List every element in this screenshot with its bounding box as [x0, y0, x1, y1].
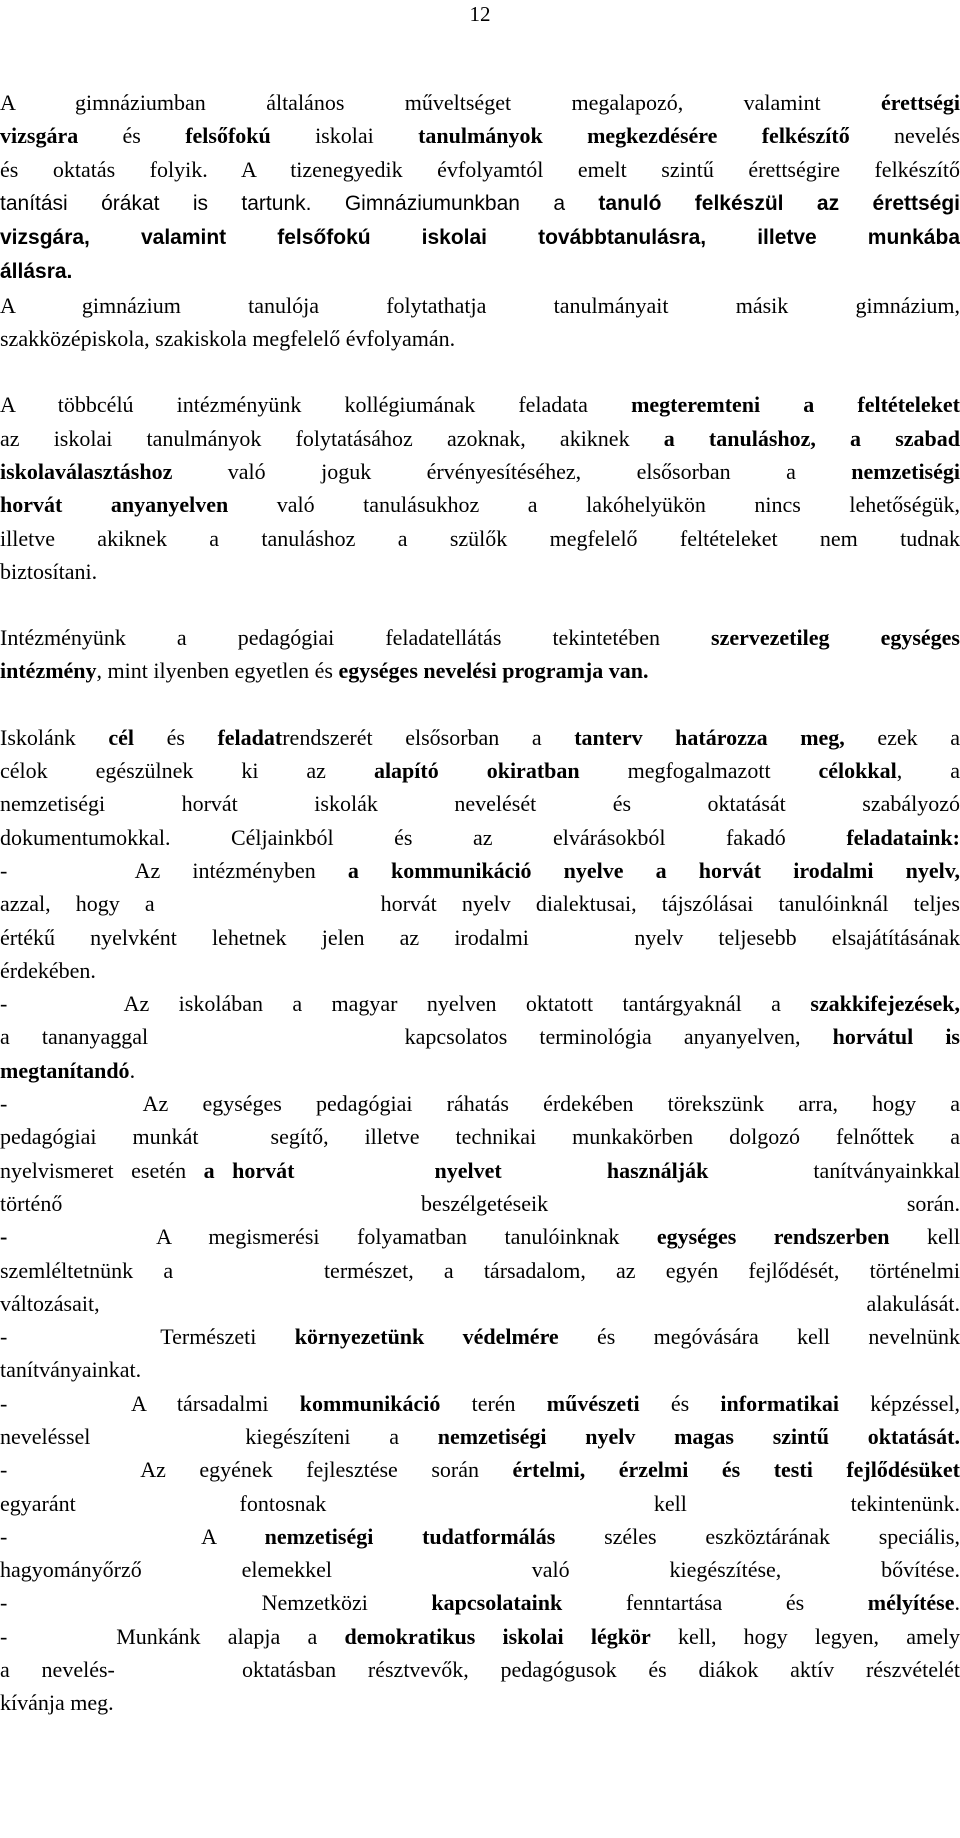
text-line: [0, 86, 960, 119]
text-run: a tananyaggal kapcsolatos terminológia anyanyelven,: [0, 1024, 833, 1050]
bold-text: horvátul is: [832, 1024, 960, 1050]
text-run: - Nemzetközi: [0, 1590, 432, 1616]
bold-text: feladataink:: [846, 824, 960, 850]
text-run: való joguk érvényesítéséhez, elsősorban a: [172, 458, 852, 484]
text-line: [0, 1387, 960, 1420]
bold-text: művészeti: [546, 1390, 640, 1416]
text-line: [0, 887, 960, 920]
paragraph: [0, 388, 960, 588]
text-line: [0, 1320, 960, 1353]
paragraph: [0, 289, 960, 356]
text-line: [0, 821, 960, 854]
bold-text: -: [0, 1224, 8, 1250]
text-line: [0, 1054, 960, 1087]
text-run: - A: [0, 1523, 265, 1549]
bold-text: nemzetiségi nyelv magas szintű oktatását.: [437, 1423, 960, 1449]
text-run: tanítványainkat.: [0, 1357, 142, 1383]
text-line: [0, 522, 960, 555]
text-run: érdekében.: [0, 957, 96, 983]
bold-text: megtanítandó: [0, 1057, 130, 1083]
text-run: rendszerét elsősorban a: [282, 724, 575, 750]
text-line: [0, 787, 960, 820]
text-run: tanítási órákat is tartunk. Gimnáziumunkban a: [0, 191, 599, 215]
text-line: [0, 322, 960, 355]
bold-text: állásra.: [0, 260, 73, 284]
text-run: - A társadalmi: [0, 1390, 300, 1416]
bold-text: a kommunikáció nyelve a horvát irodalmi nyelv,: [347, 857, 960, 883]
text-run: - Munkánk alapja a: [0, 1623, 345, 1649]
bold-text: környezetünk védelmére: [294, 1324, 559, 1350]
text-run: - Az egységes pedagógiai ráhatás érdekében törekszünk arra, hogy a: [0, 1091, 960, 1117]
text-line: [0, 1686, 960, 1719]
text-line: [0, 289, 960, 322]
text-line: [0, 119, 960, 152]
text-line: [0, 1120, 960, 1153]
text-run: kívánja meg.: [0, 1690, 114, 1716]
text-line: [0, 921, 960, 954]
text-run: - Természeti: [0, 1324, 295, 1350]
bold-text: demokratikus iskolai légkör: [344, 1623, 651, 1649]
text-line: [0, 721, 960, 754]
bold-text: érettségi: [881, 90, 960, 115]
text-run: .: [129, 1057, 136, 1083]
text-line: [0, 1087, 960, 1120]
text-run: változásait, alakulását.: [0, 1290, 960, 1316]
text-run: nyelvismeret esetén: [0, 1157, 204, 1183]
bold-text: egységes rendszerben: [656, 1224, 890, 1250]
text-line: [0, 153, 960, 186]
text-line: [0, 1353, 960, 1386]
bold-text: mélyítése: [867, 1590, 955, 1616]
bold-text: tanuló felkészül az érettségi: [598, 191, 960, 215]
text-line: [0, 621, 960, 654]
text-run: ezek a: [844, 724, 960, 750]
text-line: [0, 1254, 960, 1287]
text-run: megfogalmazott: [579, 758, 819, 784]
text-run: nemzetiségi horvát iskolák nevelését és oktatását szabályozó: [0, 791, 960, 817]
bold-text: intézmény: [0, 658, 97, 684]
bold-text: szakkifejezések,: [810, 991, 960, 1017]
text-run: egyaránt fontosnak kell tekintenünk.: [0, 1490, 960, 1516]
text-run: iskolai: [270, 123, 419, 149]
text-run: kell, hogy legyen, amely: [650, 1623, 960, 1649]
text-run: A gimnáziumban általános műveltséget megalapozó, valamint: [0, 90, 881, 115]
bold-text: tanterv határozza meg,: [574, 724, 845, 750]
text-run: célok egészülnek ki az: [0, 758, 374, 784]
paragraph: [0, 721, 960, 1720]
text-run: azzal, hogy a horvát nyelv dialektusai, tájszólásai tanulóinknál teljes: [0, 891, 960, 917]
text-line: [0, 186, 960, 220]
text-line: [0, 954, 960, 987]
bold-text: a tanuláshoz, a szabad: [663, 425, 960, 451]
text-run: kell: [889, 1224, 960, 1250]
text-line: [0, 254, 960, 288]
text-run: , a: [896, 758, 960, 784]
paragraph: [0, 621, 960, 688]
text-line: [0, 987, 960, 1020]
text-run: .: [954, 1590, 960, 1616]
text-run: és: [78, 123, 186, 149]
bold-text: informatikai: [720, 1390, 839, 1416]
text-run: és: [134, 724, 218, 750]
text-run: nevelés: [849, 123, 960, 149]
text-line: [0, 220, 960, 254]
text-run: a nevelés- oktatásban résztvevők, pedagógusok és diákok aktív részvételét: [0, 1657, 960, 1683]
text-line: [0, 422, 960, 455]
text-run: pedagógiai munkát segítő, illetve technikai munkakörben dolgozó felnőttek a: [0, 1124, 960, 1150]
bold-text: egységes nevelési programja van.: [338, 658, 649, 684]
text-run: terén: [440, 1390, 547, 1416]
bold-text: nemzetiségi tudatformálás: [264, 1523, 556, 1549]
bold-text: célokkal: [818, 758, 897, 784]
bold-text: vizsgára: [0, 123, 79, 149]
text-line: [0, 1187, 960, 1220]
document-body: [0, 86, 960, 1720]
text-run: A megismerési folyamatban tanulóinknak: [7, 1224, 657, 1250]
text-line: [0, 1653, 960, 1686]
text-line: [0, 1420, 960, 1453]
bold-text: horvát anyanyelven: [0, 492, 229, 518]
text-line: [0, 1154, 960, 1187]
text-line: [0, 1586, 960, 1619]
text-line: [0, 388, 960, 421]
text-run: való tanulásukhoz a lakóhelyükön nincs lehetőségük,: [228, 492, 960, 518]
text-run: képzéssel,: [838, 1390, 960, 1416]
text-run: szakközépiskola, szakiskola megfelelő évfolyamán.: [0, 326, 456, 352]
text-line: [0, 455, 960, 488]
text-line: [0, 555, 960, 588]
text-run: - Az egyének fejlesztése során: [0, 1457, 513, 1483]
bold-text: cél: [108, 724, 134, 750]
bold-text: a horvát nyelvet használják: [203, 1157, 709, 1183]
text-line: [0, 1553, 960, 1586]
text-run: - Az iskolában a magyar nyelven oktatott tantárgyaknál a: [0, 991, 811, 1017]
text-run: illetve akiknek a tanuláshoz a szülők megfelelő feltételeket nem tudnak: [0, 525, 960, 551]
text-line: [0, 754, 960, 787]
text-run: az iskolai tanulmányok folytatásához azoknak, akiknek: [0, 425, 664, 451]
text-run: - Az intézményben: [0, 857, 348, 883]
bold-text: szervezetileg egységes: [711, 625, 960, 651]
bold-text: nemzetiségi: [851, 458, 960, 484]
text-line: [0, 1020, 960, 1053]
bold-text: értelmi, érzelmi és testi fejlődésüket: [512, 1457, 960, 1483]
text-line: [0, 1287, 960, 1320]
bold-text: iskolaválasztáshoz: [0, 458, 173, 484]
text-line: [0, 654, 960, 687]
text-run: dokumentumokkal. Céljainkból és az elvárásokból fakadó: [0, 824, 847, 850]
bold-text: tanulmányok megkezdésére felkészítő: [418, 123, 850, 149]
bold-text: felsőfokú: [185, 123, 271, 149]
text-run: és oktatás folyik. A tizenegyedik évfolyamtól emelt szintű érettségire felkészítő: [0, 156, 960, 182]
text-line: [0, 488, 960, 521]
text-run: széles eszköztárának speciális,: [555, 1523, 960, 1549]
text-run: tanítványainkkal: [708, 1157, 960, 1183]
text-run: , mint ilyenben egyetlen és: [96, 658, 339, 684]
text-line: [0, 854, 960, 887]
text-line: [0, 1520, 960, 1553]
text-run: A többcélú intézményünk kollégiumának feladata: [0, 392, 632, 418]
text-run: hagyományőrző elemekkel való kiegészítése, bővítése.: [0, 1557, 960, 1583]
paragraph: [0, 86, 960, 289]
text-run: neveléssel kiegészíteni a: [0, 1423, 438, 1449]
bold-text: vizsgára, valamint felsőfokú iskolai továbbtanulásra, illetve munkába: [0, 226, 960, 250]
text-line: [0, 1220, 960, 1253]
bold-text: feladat: [217, 724, 283, 750]
text-run: értékű nyelvként lehetnek jelen az irodalmi nyelv teljesebb elsajátításának: [0, 924, 960, 950]
page-number: 12: [469, 2, 491, 26]
text-run: történő beszélgetéseik során.: [0, 1190, 960, 1216]
text-line: [0, 1620, 960, 1653]
text-run: és megóvására kell nevelnünk: [558, 1324, 960, 1350]
bold-text: alapító okiratban: [373, 758, 580, 784]
text-line: [0, 1487, 960, 1520]
text-run: biztosítani.: [0, 558, 98, 584]
text-run: A gimnázium tanulója folytathatja tanulmányait másik gimnázium,: [0, 292, 960, 318]
text-line: [0, 1453, 960, 1486]
bold-text: megteremteni a feltételeket: [631, 392, 960, 418]
text-run: szemléltetnünk a természet, a társadalom, az egyén fejlődését, történelmi: [0, 1257, 960, 1283]
bold-text: kommunikáció: [299, 1390, 441, 1416]
text-run: Iskolánk: [0, 724, 109, 750]
bold-text: kapcsolataink: [431, 1590, 563, 1616]
text-run: Intézményünk a pedagógiai feladatellátás tekintetében: [0, 625, 712, 651]
text-run: fenntartása és: [562, 1590, 868, 1616]
text-run: és: [639, 1390, 721, 1416]
